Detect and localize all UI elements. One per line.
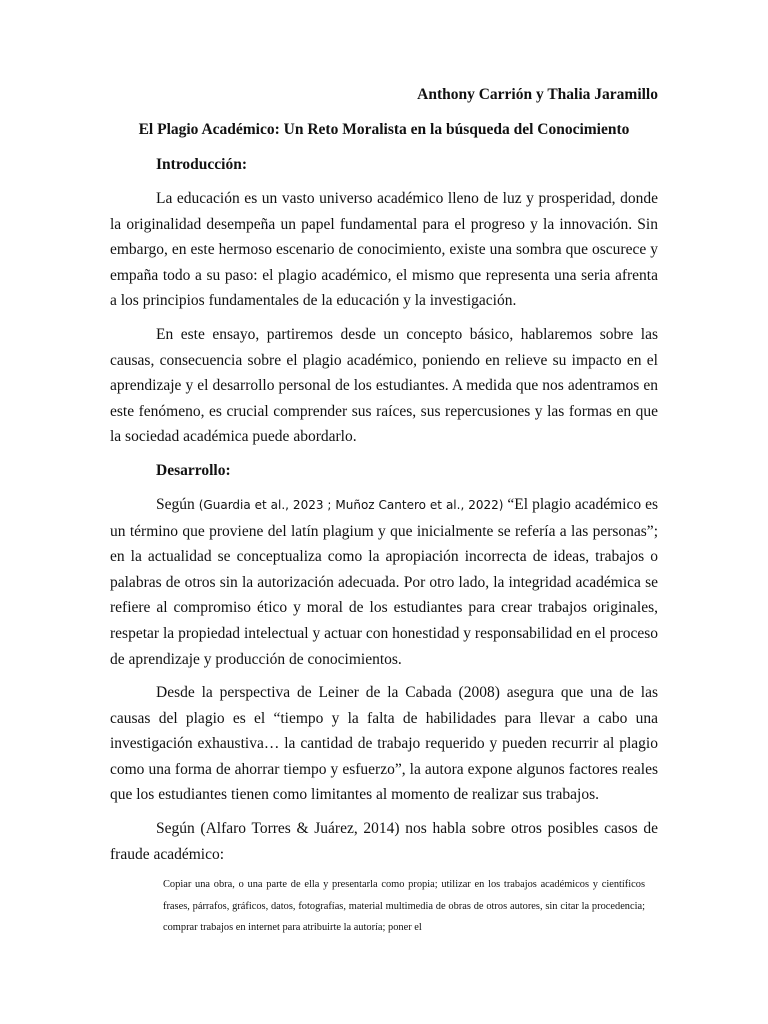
development-paragraph-3: Según (Alfaro Torres & Juárez, 2014) nos habla sobre otros posibles casos de fraude académico:: [110, 820, 658, 863]
development-paragraph-2: Desde la perspectiva de Leiner de la Cabada (2008) asegura que una de las causas del plagio es el “tiempo y la falta de habilidades para llevar a cabo una investigación exhaustiva… la cantidad de trabajo requerido y pueden recurrir al plagio como una forma de ahorrar tiempo y esfuerzo”, la autora expone algunos factores reales que los estudiantes tienen como limitantes al momento de realizar sus trabajos.: [110, 684, 658, 804]
paragraph-body: “El plagio académico es un término que proviene del latín plagium y que inicialmente se refería a las personas”; en la actualidad se conceptualiza como la apropiación incorrecta de ideas, trabajos o palabras de otros sin la autorización adecuada. Por otro lado, la integridad académica se refiere al compromiso ético y moral de los estudiantes para crear trabajos originales, respetar la propiedad intelectual y actuar con honestidad y responsabilidad en el proceso de aprendizaje y producción de conocimientos.: [110, 496, 658, 668]
development-heading: Desarrollo:: [156, 462, 231, 479]
introduction-paragraph-2: En este ensayo, partiremos desde un concepto básico, hablaremos sobre las causas, consecuencia sobre el plagio académico, poniendo en relieve su impacto en el aprendizaje y el desarrollo personal de los estudiantes. A medida que nos adentramos en este fenómeno, es crucial comprender sus raíces, sus repercusiones y las formas en que la sociedad académica puede abordarlo.: [110, 326, 658, 446]
introduction-paragraph-1: La educación es un vasto universo académico lleno de luz y prosperidad, donde la originalidad desempeña un papel fundamental para el progreso y la innovación. Sin embargo, en este hermoso escenario de conocimiento, existe una sombra que oscurece y empaña todo a su paso: el plagio académico, el mismo que representa una seria afrenta a los principios fundamentales de la educación y la investigación.: [110, 190, 658, 310]
document-title: El Plagio Académico: Un Reto Moralista en la búsqueda del Conocimiento: [138, 121, 630, 138]
inline-citation: (Guardia et al., 2023 ; Muñoz Cantero et al., 2022): [198, 498, 504, 512]
introduction-heading: Introducción:: [156, 156, 248, 173]
block-quote: Copiar una obra, o una parte de ella y presentarla como propia; utilizar en los trabajos académicos y científicos frases, párrafos, gráficos, datos, fotografías, material multimedia de obras de otros autores, sin citar la procedencia; comprar trabajos en internet para atribuirte la autoría; poner el: [163, 879, 645, 934]
development-paragraph-1: [110, 492, 658, 672]
document-authors: Anthony Carrión y Thalia Jaramillo: [417, 86, 658, 103]
paragraph-lead: Según: [156, 496, 199, 513]
document-page: [110, 0, 658, 1024]
